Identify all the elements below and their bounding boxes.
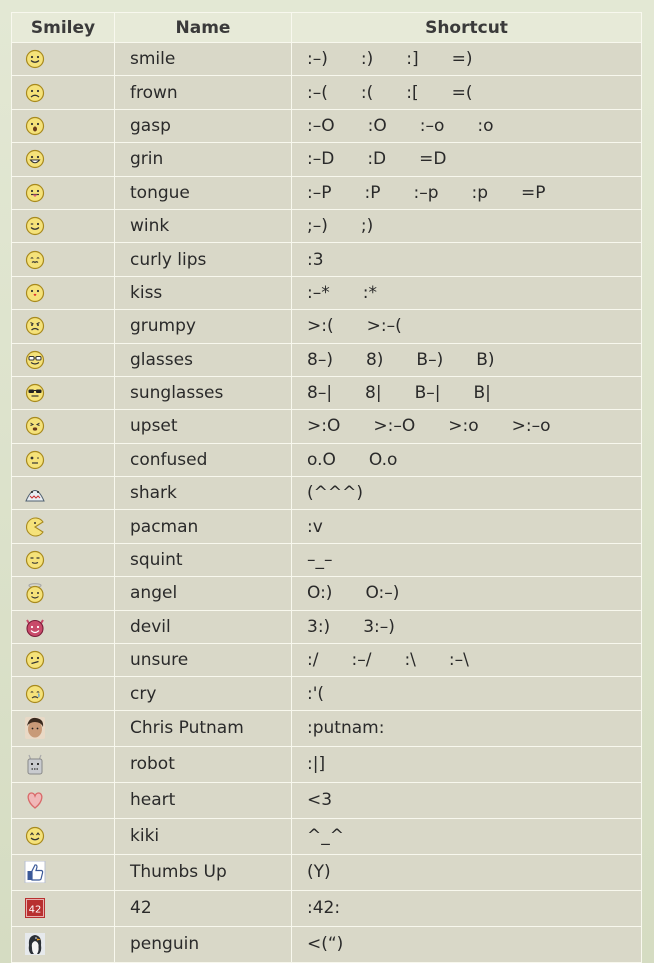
smiley-name: frown xyxy=(115,76,292,109)
sunglasses-icon xyxy=(24,382,46,404)
shortcut-code: >:–( xyxy=(366,316,402,337)
header-shortcut: Shortcut xyxy=(292,13,642,43)
smiley-cell xyxy=(12,443,115,476)
shortcut-code: :[ xyxy=(406,82,419,103)
header-name: Name xyxy=(115,13,292,43)
smiley-name: unsure xyxy=(115,644,292,677)
shortcut-cell xyxy=(292,543,642,576)
shortcut-code: =( xyxy=(451,82,473,103)
shortcut-code: 8–| xyxy=(307,383,333,404)
shortcut-code: >:–o xyxy=(511,416,551,437)
smiley-cell xyxy=(12,109,115,142)
tongue-icon xyxy=(24,182,46,204)
table-row xyxy=(12,243,642,276)
smiley-cell xyxy=(12,76,115,109)
confused-icon xyxy=(24,449,46,471)
table-row xyxy=(12,443,642,476)
smiley-name: squint xyxy=(115,543,292,576)
table-row xyxy=(12,677,642,710)
smiley-name: devil xyxy=(115,610,292,643)
header-row xyxy=(12,13,642,43)
table-row xyxy=(12,76,642,109)
shortcut-code: :3 xyxy=(307,249,324,270)
angel-icon xyxy=(24,582,46,604)
shortcut-code: =) xyxy=(451,49,473,70)
shortcut-code: ;–) xyxy=(307,216,328,237)
shortcut-code: O.o xyxy=(368,449,398,470)
smiley-cell xyxy=(12,890,115,926)
smiley-name: Thumbs Up xyxy=(115,854,292,890)
smiley-name: penguin xyxy=(115,926,292,962)
shortcut-code: 8–) xyxy=(307,349,333,370)
smiley-name: kiki xyxy=(115,818,292,854)
shortcut-code: :O xyxy=(367,115,387,136)
table-row xyxy=(12,644,642,677)
table-row xyxy=(12,43,642,76)
smiley-cell xyxy=(12,818,115,854)
shortcut-code: 8| xyxy=(365,383,382,404)
shortcut-code: 3:–) xyxy=(363,616,395,637)
shortcut-code: :'( xyxy=(307,683,325,704)
shortcut-code: :o xyxy=(477,115,494,136)
smiley-cell xyxy=(12,410,115,443)
unsure-icon xyxy=(24,649,46,671)
smiley-cell xyxy=(12,310,115,343)
smiley-cell xyxy=(12,376,115,409)
42-icon xyxy=(24,897,46,919)
shortcut-code: :( xyxy=(360,82,374,103)
table-row xyxy=(12,854,642,890)
shortcut-code: :) xyxy=(360,49,374,70)
shortcut-code: :* xyxy=(362,282,377,303)
shortcut-cell xyxy=(292,410,642,443)
smiley-name: shark xyxy=(115,477,292,510)
shortcut-cell xyxy=(292,577,642,610)
smiley-name: robot xyxy=(115,746,292,782)
table-row xyxy=(12,343,642,376)
shortcut-code: >:( xyxy=(307,316,334,337)
smiley-name: grin xyxy=(115,143,292,176)
table-row xyxy=(12,577,642,610)
smiley-cell xyxy=(12,644,115,677)
shortcut-cell xyxy=(292,76,642,109)
table-row xyxy=(12,410,642,443)
devil-icon xyxy=(24,616,46,638)
shortcut-code: B–) xyxy=(416,349,444,370)
shortcut-code: :p xyxy=(471,182,489,203)
table-row xyxy=(12,310,642,343)
glasses-icon xyxy=(24,349,46,371)
kiss-icon xyxy=(24,282,46,304)
smiley-name: wink xyxy=(115,209,292,242)
smiley-name: pacman xyxy=(115,510,292,543)
smiley-name: confused xyxy=(115,443,292,476)
table-row xyxy=(12,610,642,643)
smiley-name: gasp xyxy=(115,109,292,142)
pacman-icon xyxy=(24,516,46,538)
table-row xyxy=(12,209,642,242)
shortcut-cell xyxy=(292,109,642,142)
shortcut-code: B| xyxy=(473,383,491,404)
shortcut-code: :–P xyxy=(307,182,332,203)
smiley-cell xyxy=(12,577,115,610)
smiley-cell xyxy=(12,243,115,276)
header-smiley: Smiley xyxy=(12,13,115,43)
shortcut-cell xyxy=(292,209,642,242)
shortcut-cell xyxy=(292,443,642,476)
shortcut-cell xyxy=(292,890,642,926)
smiley-cell xyxy=(12,510,115,543)
smiley-cell xyxy=(12,143,115,176)
shortcut-code: 3:) xyxy=(307,616,331,637)
grin-icon xyxy=(24,148,46,170)
shortcut-code: :–) xyxy=(307,49,328,70)
kiki-icon xyxy=(24,825,46,847)
table-row xyxy=(12,376,642,409)
smiley-name: glasses xyxy=(115,343,292,376)
shortcut-cell xyxy=(292,43,642,76)
shortcut-code: :|] xyxy=(307,754,326,775)
shortcut-code: ;) xyxy=(360,216,374,237)
shortcut-code: :P xyxy=(364,182,381,203)
smiley-name: sunglasses xyxy=(115,376,292,409)
smiley-cell xyxy=(12,746,115,782)
smiley-name: smile xyxy=(115,43,292,76)
table-row xyxy=(12,143,642,176)
shortcut-code: :–/ xyxy=(351,650,372,671)
shortcut-cell xyxy=(292,926,642,962)
smiley-cell xyxy=(12,477,115,510)
shortcut-cell xyxy=(292,310,642,343)
smiley-cell xyxy=(12,610,115,643)
smiley-cell xyxy=(12,677,115,710)
42-icon-text: 42 xyxy=(28,904,42,916)
shortcut-code: :D xyxy=(367,149,387,170)
shortcut-code: :–o xyxy=(419,115,445,136)
table-row xyxy=(12,510,642,543)
table-row xyxy=(12,276,642,309)
table-row xyxy=(12,543,642,576)
smile-icon xyxy=(24,48,46,70)
robot-icon xyxy=(24,753,46,775)
shortcut-code: (Y) xyxy=(307,862,331,883)
smiley-cell xyxy=(12,276,115,309)
shortcut-cell xyxy=(292,610,642,643)
shortcut-code: :–( xyxy=(307,82,328,103)
shortcut-code: :v xyxy=(307,516,323,537)
heart-icon xyxy=(24,789,46,811)
table-row xyxy=(12,818,642,854)
shortcut-code: :–\ xyxy=(448,650,469,671)
table-row xyxy=(12,890,642,926)
shark-icon xyxy=(24,482,46,504)
shortcut-cell xyxy=(292,477,642,510)
shortcut-code: <(“) xyxy=(307,934,344,955)
table-row xyxy=(12,109,642,142)
shortcut-code: O:–) xyxy=(365,583,400,604)
smiley-cell xyxy=(12,209,115,242)
smiley-name: 42 xyxy=(115,890,292,926)
shortcut-cell xyxy=(292,746,642,782)
shortcut-code: :/ xyxy=(307,650,319,671)
shortcut-cell xyxy=(292,343,642,376)
shortcut-cell xyxy=(292,710,642,746)
shortcut-code: o.O xyxy=(307,449,336,470)
smiley-name: tongue xyxy=(115,176,292,209)
shortcut-cell xyxy=(292,176,642,209)
gasp-icon xyxy=(24,115,46,137)
shortcut-cell xyxy=(292,243,642,276)
smiley-cell xyxy=(12,43,115,76)
smiley-cell xyxy=(12,343,115,376)
shortcut-code: =D xyxy=(419,149,447,170)
shortcut-code: >:o xyxy=(448,416,479,437)
smiley-table xyxy=(11,12,642,963)
shortcut-code: :] xyxy=(406,49,419,70)
shortcut-code: :–O xyxy=(307,115,335,136)
curly-lips-icon xyxy=(24,249,46,271)
shortcut-cell xyxy=(292,510,642,543)
shortcut-code: :putnam: xyxy=(307,718,385,739)
shortcut-code: :–p xyxy=(413,182,439,203)
smiley-name: grumpy xyxy=(115,310,292,343)
penguin-icon xyxy=(24,933,46,955)
smiley-name: Chris Putnam xyxy=(115,710,292,746)
table-row xyxy=(12,477,642,510)
table-row xyxy=(12,710,642,746)
grumpy-icon xyxy=(24,315,46,337)
table-row xyxy=(12,782,642,818)
frown-icon xyxy=(24,82,46,104)
smiley-name: kiss xyxy=(115,276,292,309)
smiley-cell xyxy=(12,710,115,746)
wink-icon xyxy=(24,215,46,237)
shortcut-code: :–* xyxy=(307,282,330,303)
table-row xyxy=(12,176,642,209)
shortcut-cell xyxy=(292,854,642,890)
shortcut-cell xyxy=(292,782,642,818)
thumbs-up-icon xyxy=(24,861,46,883)
shortcut-code: 8) xyxy=(365,349,384,370)
shortcut-code: >:O xyxy=(307,416,341,437)
smiley-name: curly lips xyxy=(115,243,292,276)
shortcut-cell xyxy=(292,143,642,176)
shortcut-code: –_– xyxy=(307,550,333,571)
shortcut-code: ^_^ xyxy=(307,826,344,847)
smiley-name: heart xyxy=(115,782,292,818)
smiley-name: cry xyxy=(115,677,292,710)
shortcut-cell xyxy=(292,677,642,710)
shortcut-code: >:–O xyxy=(373,416,416,437)
shortcut-code: O:) xyxy=(307,583,333,604)
shortcut-code: :42: xyxy=(307,898,341,919)
shortcut-cell xyxy=(292,818,642,854)
shortcut-code: B–| xyxy=(414,383,441,404)
shortcut-code: (^^^) xyxy=(307,483,363,504)
shortcut-code: B) xyxy=(476,349,495,370)
smiley-cell xyxy=(12,926,115,962)
smiley-name: upset xyxy=(115,410,292,443)
table-row xyxy=(12,746,642,782)
shortcut-code: <3 xyxy=(307,790,333,811)
shortcut-cell xyxy=(292,644,642,677)
shortcut-code: =P xyxy=(521,182,546,203)
smiley-name: angel xyxy=(115,577,292,610)
shortcut-code: :\ xyxy=(404,650,416,671)
table-row xyxy=(12,926,642,962)
chris-putnam-icon xyxy=(24,717,46,739)
shortcut-cell xyxy=(292,376,642,409)
smiley-cell xyxy=(12,854,115,890)
smiley-cell xyxy=(12,176,115,209)
smiley-cell xyxy=(12,782,115,818)
shortcut-cell xyxy=(292,276,642,309)
squint-icon xyxy=(24,549,46,571)
smiley-cell xyxy=(12,543,115,576)
shortcut-code: :–D xyxy=(307,149,335,170)
upset-icon xyxy=(24,415,46,437)
cry-icon xyxy=(24,683,46,705)
